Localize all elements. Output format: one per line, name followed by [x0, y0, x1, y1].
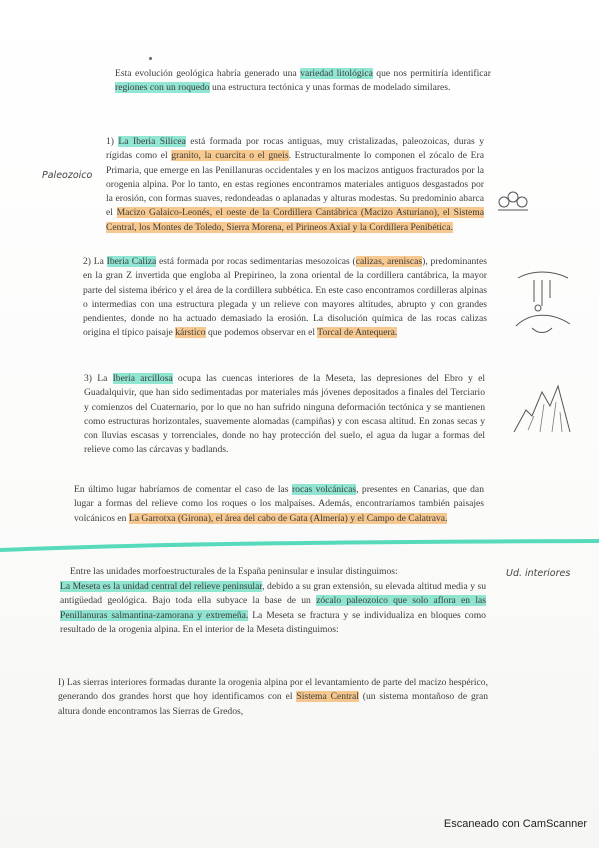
scanner-footer: Escaneado con CamScanner: [443, 818, 587, 830]
rounded-hills-sketch: [496, 188, 530, 214]
paleozoico-note: Paleozoico: [42, 170, 93, 181]
unidades-heading: Entre las unidades morfoestructurales de la España peninsular e insular distinguimos:: [70, 566, 398, 577]
unidades-interiores-note: Ud. interiores: [506, 568, 571, 579]
iberia-silicea-paragraph: 1) La Iberia Silícea está formada por rocas antiguas, muy cristalizadas, paleozoicas, duras y rígidas como el granito, la cuarcita o el gneis. Estructuralmente lo componen el zócalo de Era Primaria, que emerge en las Penillanuras occidentales y en los macizos antiguos fracturados por la orogenia alpina. Por lo tanto, en estas regiones encontramos materiales antiguos desgastados por la erosión, con formas suaves, redondeadas o aplanadas y alturas modestas. Su predominio abarca el Macizo Galaico-Leonés, el oeste de la Cordillera Cantábrica (Macizo Asturiano), el Sistema Central, los Montes de Toledo, Sierra Morena, el Pirineos Axial y la Cordillera Penibética.: [106, 136, 485, 233]
meseta-paragraph: La Meseta es la unidad central del relieve peninsular, debido a su gran extensión, su elevada altitud media y su antigüedad geológica. Bajo toda ella subyace la base de un zócalo paleozoico que solo aflora en las Penillanuras salmantina-zamorana y extremeña. La Meseta se fractura y se individualiza en bloques como resultado de la orogenia alpina. En el interior de la Meseta distinguimos:: [60, 581, 487, 635]
karst-cave-sketch: [512, 268, 574, 338]
intro-paragraph: Esta evolución geológica habría generado una variedad litológica que nos permitiría identificar regiones con un roquedo una estructura tectónica y unas formas de modelado similares.: [115, 68, 491, 94]
teal-marker-stripe: [0, 538, 599, 554]
volcanicas-paragraph: En último lugar habríamos de comentar el caso de las rocas volcánicas, presentes en Canarias, que dan lugar a formas del relieve como los roques o los malpaíses. Además, encontraríamos también paisajes volcánicos en La Garrotxa (Girona), el área del cabo de Gata (Almería) y el Campo de Calatrava.: [74, 484, 484, 524]
iberia-caliza-paragraph: 2) La Iberia Caliza está formada por rocas sedimentarias mesozoicas (calizas, areniscas), predominantes en la gran Z invertida que engloba al Prepirineo, la zona oriental de la cordillera cantábrica, la mayor parte del sistema ibérico y el área de la cordillera subbética. En este caso encontramos cordilleras alpinas o intermedias con una estructura plegada y un relieve con mayores altitudes, abrupto y con grandes pendientes, donde no ha actuado demasiado la erosión. La disolución química de las rocas calizas origina el típico paisaje kárstico que podemos observar en el Torcal de Antequera.: [83, 256, 487, 339]
sierras-paragraph: I) Las sierras interiores formadas durante la orogenia alpina por el levantamiento de parte del macizo hespérico, generando dos grandes horst que hoy identificamos con el Sistema Central (un sistema montañoso de gran altura donde encontramos las Sierras de Gredos,: [58, 677, 488, 717]
badlands-sketch: [508, 372, 578, 440]
ink-dot: [149, 57, 152, 60]
iberia-arcillosa-paragraph: 3) La Iberia arcillosa ocupa las cuencas interiores de la Meseta, las depresiones del Ebro y el Guadalquivir, que han sido sedimentadas por materiales más jóvenes depositados a finales del Terciario y comienzos del Cuaternario, por lo que no han sufrido ninguna deformación tectónica y se mantienen como estructuras horizontales, suavemente alomadas (campiñas) y con escasa altitud. En zonas secas y con lluvias escasas y torrenciales, donde no hay protección del suelo, el agua da lugar a formas del relieve como las cárcavas y badlands.: [84, 373, 485, 456]
